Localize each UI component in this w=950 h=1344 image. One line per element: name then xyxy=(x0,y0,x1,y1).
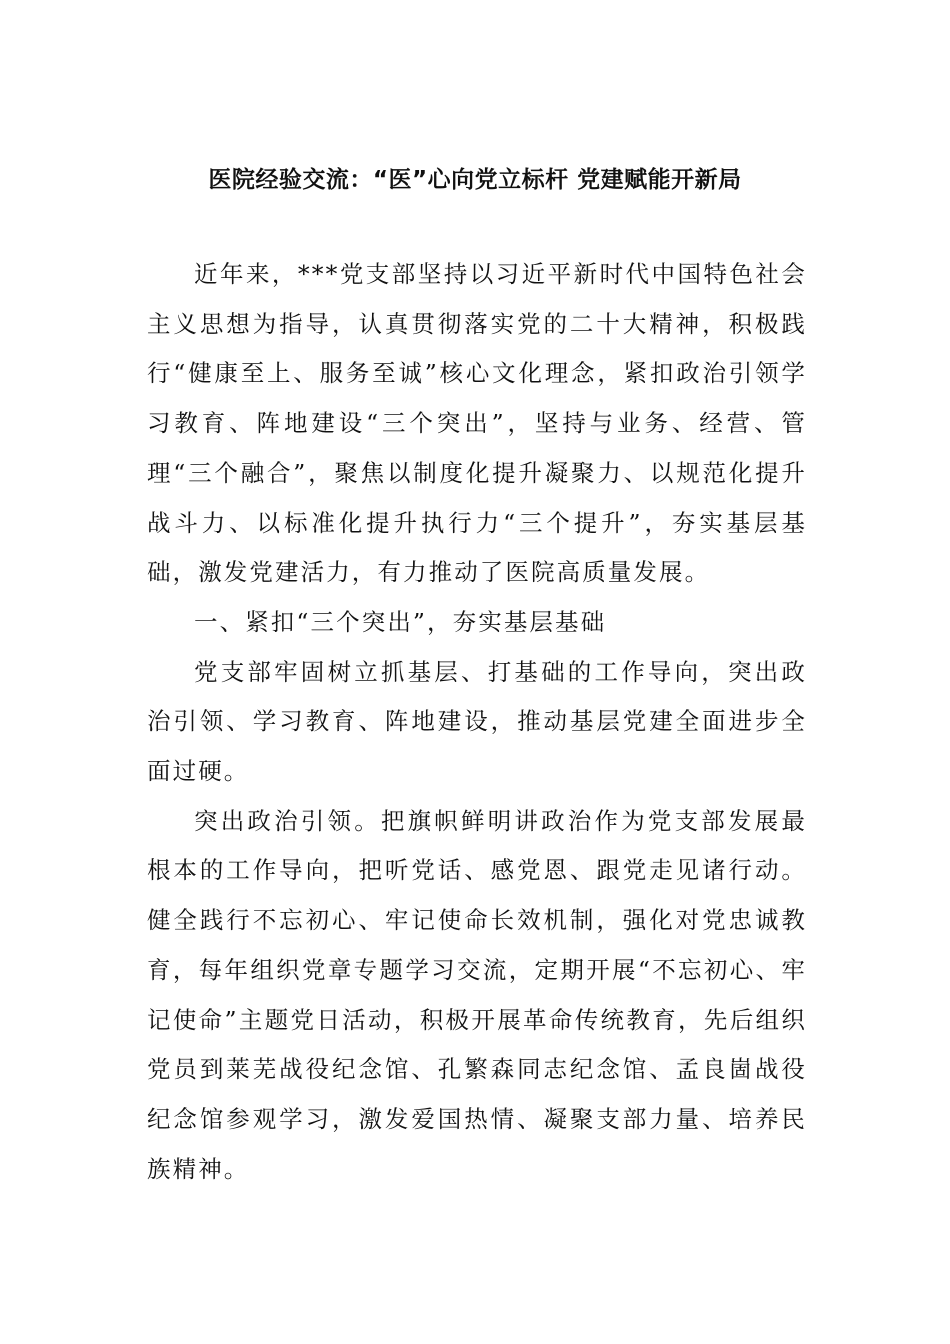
paragraph-political-guidance: 突出政治引领。把旗帜鲜明讲政治作为党支部发展最根本的工作导向，把听党话、感党恩、跟党走见诸行动。健全践行不忘初心、牢记使命长效机制，强化对党忠诚教育，每年组织党章专题学习交流，定期开展“不忘初心、牢记使命”主题党日活动，积极开展革命传统教育，先后组织党员到莱芜战役纪念馆、孔繁森同志纪念馆、孟良崮战役纪念馆参观学习，激发爱国热情、凝聚支部力量、培养民族精神。 xyxy=(147,806,807,1183)
paragraph-intro: 近年来，***党支部坚持以习近平新时代中国特色社会主义思想为指导，认真贯彻落实党的二十大精神，积极践行“健康至上、服务至诚”核心文化理念，紧扣政治引领学习教育、阵地建设“三个突出”，坚持与业务、经营、管理“三个融合”，聚焦以制度化提升凝聚力、以规范化提升战斗力、以标准化提升执行力“三个提升”，夯实基层基础，激发党建活力，有力推动了医院高质量发展。 xyxy=(147,260,807,587)
section-heading-1: 一、紧扣“三个突出”，夯实基层基础 xyxy=(194,607,607,636)
document-title: 医院经验交流：“医”心向党立标杆 党建赋能开新局 xyxy=(208,167,742,193)
document-body xyxy=(147,250,807,1194)
paragraph-section-1-intro: 党支部牢固树立抓基层、打基础的工作导向，突出政治引领、学习教育、阵地建设，推动基层党建全面进步全面过硬。 xyxy=(147,657,807,786)
